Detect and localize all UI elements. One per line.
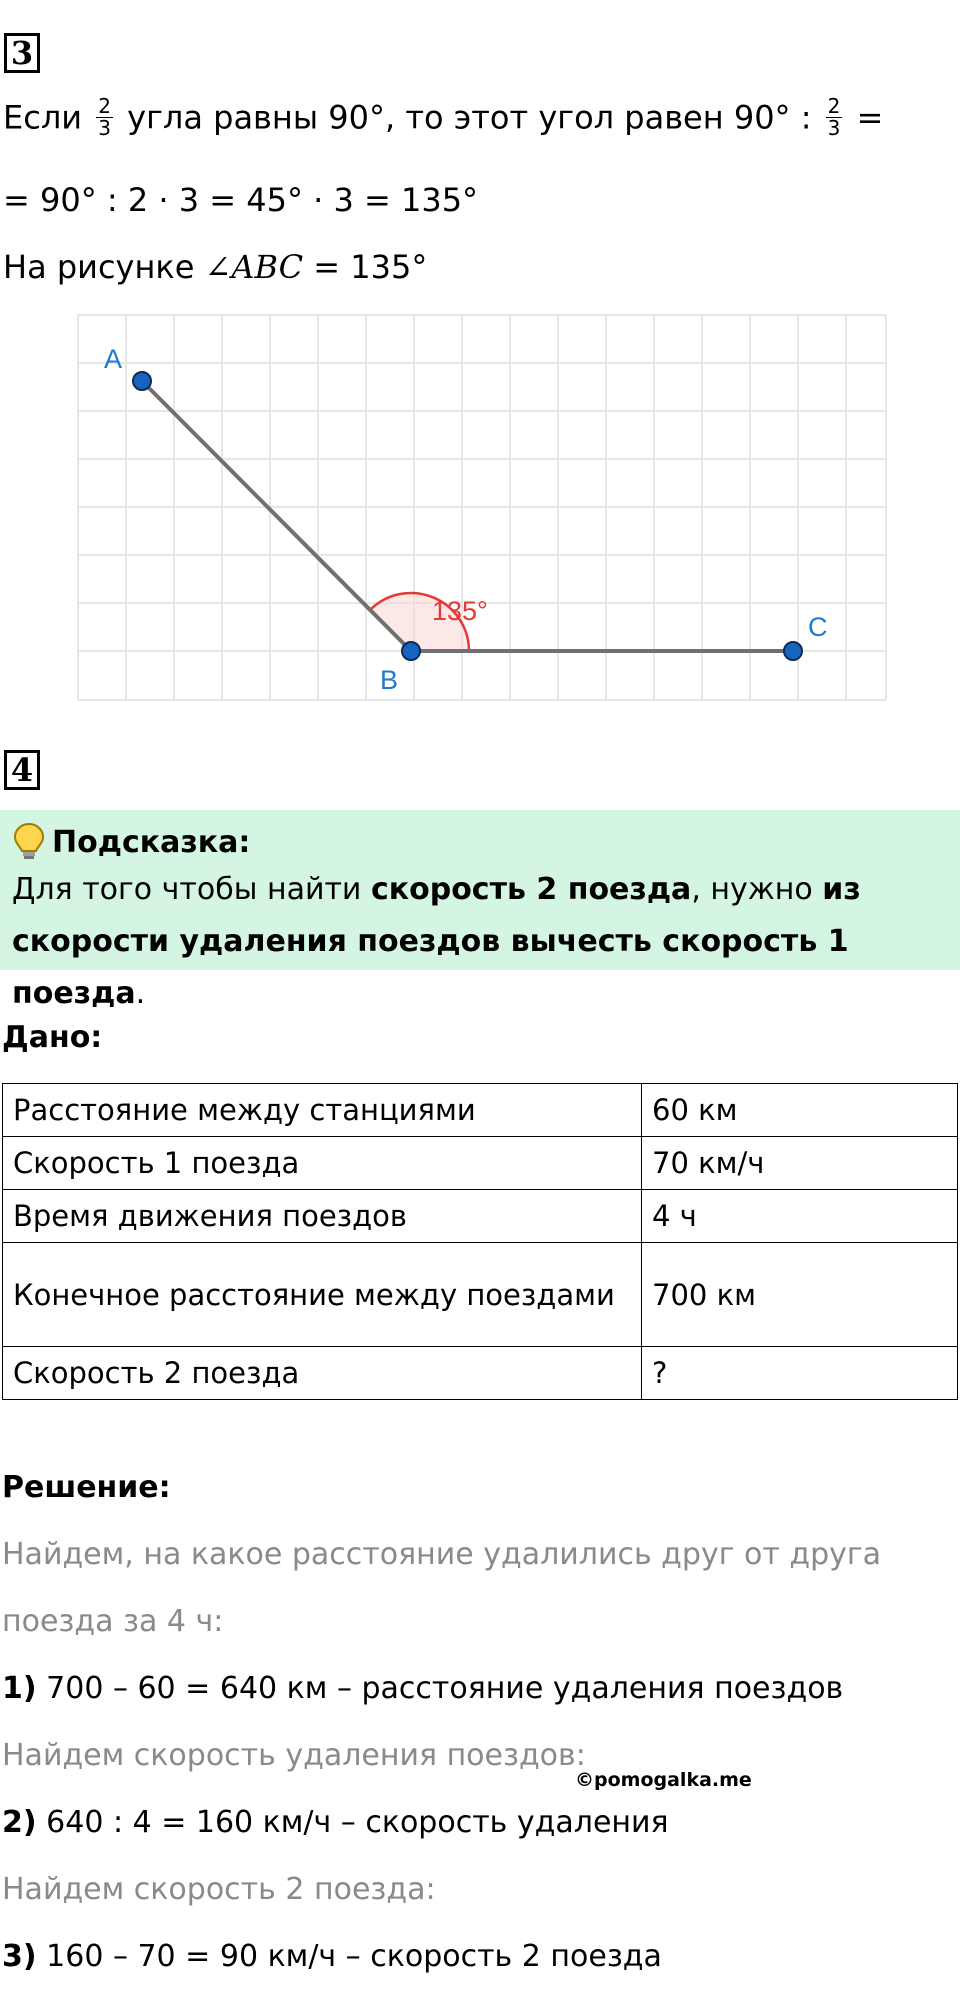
step-2-number: 2) [2, 1805, 37, 1840]
line1-mid: угла равны 90°, то этот угол равен 90° : [127, 98, 812, 137]
fraction-numerator: 2 [98, 94, 111, 118]
grid [78, 315, 886, 700]
solution-label: Решение: [2, 1470, 171, 1505]
step-3-number: 3) [2, 1939, 37, 1974]
step-3-text: 160 – 70 = 90 км/ч – скорость 2 поезда [46, 1939, 662, 1974]
step-1-text: 700 – 60 = 640 км – расстояние удаления поездов [46, 1671, 844, 1706]
point-a-marker [133, 372, 151, 390]
table-cell-label: Конечное расстояние между поездами [3, 1243, 642, 1347]
angle-value-label: 135° [432, 596, 488, 626]
hint-part-2: , нужно [691, 872, 823, 907]
segment-ba [142, 381, 411, 651]
point-c-marker [784, 642, 802, 660]
table-cell-value: 60 км [642, 1084, 958, 1137]
line1-prefix: Если [3, 98, 83, 137]
table-cell-value: 4 ч [642, 1190, 958, 1243]
step-1-number: 1) [2, 1671, 37, 1706]
table-cell-label: Время движения поездов [3, 1190, 642, 1243]
solution-step-2 [2, 1805, 669, 1840]
hint-bold-3: скорости удаления поездов вычесть скорость 1 поезда [12, 924, 849, 1011]
task-number-3: 3 [4, 33, 40, 73]
hint-bold-1: скорость 2 поезда [370, 872, 692, 907]
solution-step-1 [2, 1671, 843, 1706]
hint-part-1: Для того чтобы найти [12, 872, 371, 907]
line3-suffix: = 135° [313, 248, 428, 286]
table-cell-value: 70 км/ч [642, 1137, 958, 1190]
step-2-text: 640 : 4 = 160 км/ч – скорость удаления [46, 1805, 669, 1840]
table-row [3, 1243, 958, 1347]
point-c-label: C [808, 612, 828, 642]
fraction-denominator: 3 [827, 116, 841, 140]
solution-text-1b: поезда за 4 ч: [2, 1604, 224, 1639]
fraction-numerator: 2 [827, 94, 841, 118]
angle-notation: ∠ABC [204, 248, 304, 286]
hint-text [12, 864, 950, 1020]
point-b-marker [402, 642, 420, 660]
hint-bold-2: из [822, 872, 861, 907]
point-b-label: B [380, 665, 399, 695]
lightbulb-icon [12, 822, 46, 862]
point-a-label: A [104, 344, 123, 374]
given-table [2, 1083, 958, 1400]
given-label: Дано: [2, 1020, 103, 1055]
angle-diagram [0, 0, 960, 720]
hint-title-text: Подсказка: [52, 824, 251, 860]
hint-end: . [135, 976, 146, 1011]
fraction-denominator: 3 [98, 116, 111, 140]
solution-text-2: Найдем скорость удаления поездов: [2, 1738, 586, 1773]
table-row [3, 1190, 958, 1243]
table-cell-label: Скорость 1 поезда [3, 1137, 642, 1190]
solution-text-3: Найдем скорость 2 поезда: [2, 1872, 436, 1907]
solution-text-1a: Найдем, на какое расстояние удалились друг от друга [2, 1537, 882, 1572]
line3-prefix: На рисунке [3, 248, 195, 286]
solution-step-3 [2, 1939, 662, 1974]
table-cell-label: Скорость 2 поезда [3, 1347, 642, 1400]
table-row [3, 1084, 958, 1137]
task3-line-2: = 90° : 2 · 3 = 45° · 3 = 135° [3, 181, 479, 219]
table-cell-value: 700 км [642, 1243, 958, 1347]
table-row [3, 1347, 958, 1400]
task-number-4: 4 [4, 750, 40, 790]
table-row [3, 1137, 958, 1190]
table-cell-value: ? [642, 1347, 958, 1400]
copyright-watermark: ©pomogalka.me [575, 1769, 752, 1791]
hint-box [0, 810, 960, 1011]
hint-title [12, 820, 950, 864]
table-cell-label: Расстояние между станциями [3, 1084, 642, 1137]
line1-suffix: = [856, 98, 884, 137]
